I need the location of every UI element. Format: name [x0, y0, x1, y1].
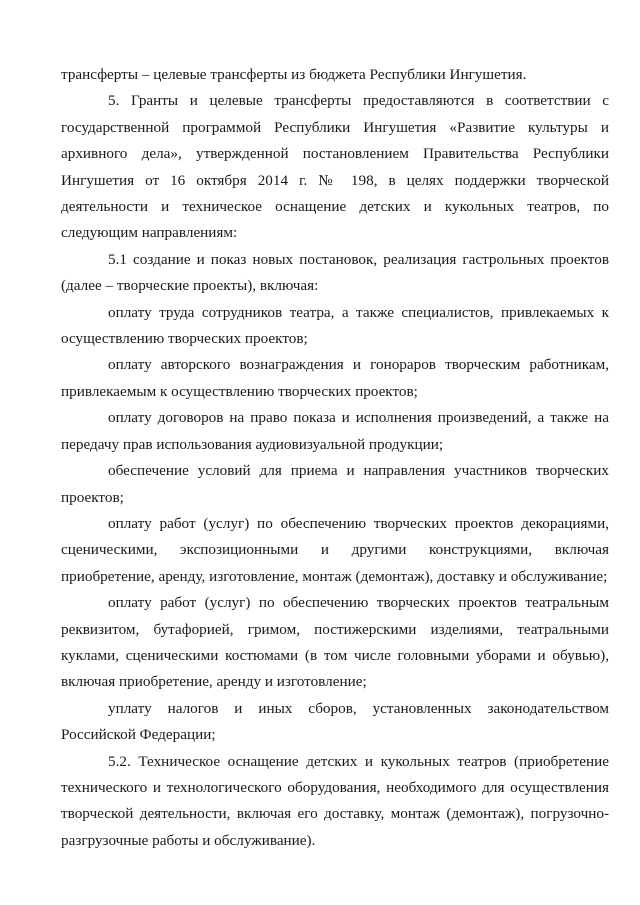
- paragraph-participant-conditions: обеспечение условий для приема и направления участников творческих проектов;: [61, 462, 609, 506]
- paragraph-props-costumes: оплату работ (услуг) по обеспечению творческих проектов театральным реквизитом, бутафорией, гримом, постижерскими изделиями, театральными куклами, сценическими костюмами (в том числе головными уборами и обувью), включая приобретение, аренду и изготовление;: [61, 594, 609, 691]
- paragraph-rights-contracts: оплату договоров на право показа и исполнения произведений, а также на передачу прав использования аудиовизуальной продукции;: [61, 409, 609, 453]
- document-body: [61, 62, 609, 854]
- paragraph-item-5: 5. Гранты и целевые трансферты предоставляются в соответствии с государственной программой Республики Ингушетия «Развитие культуры и архивного дела», утвержденной постановлением Правительства Республики Ингушетия от 16 октября 2014 г. № 198, в целях поддержки творческой деятельности и техническое оснащение детских и кукольных театров, по следующим направлениям:: [61, 92, 609, 242]
- paragraph-item-5-1: 5.1 создание и показ новых постановок, реализация гастрольных проектов (далее – творческие проекты), включая:: [61, 250, 609, 295]
- paragraph-taxes: уплату налогов и иных сборов, установленных законодательством Российской Федерации;: [61, 699, 609, 744]
- paragraph-author-fees: оплату авторского вознаграждения и гонораров творческим работникам, привлекаемым к осуществлению творческих проектов;: [61, 356, 609, 400]
- paragraph-staff-payment: оплату труда сотрудников театра, а также специалистов, привлекаемых к осуществлению творческих проектов;: [61, 303, 609, 348]
- paragraph-transfers-definition: трансферты – целевые трансферты из бюджета Республики Ингушетия.: [61, 66, 527, 83]
- paragraph-item-5-2: 5.2. Техническое оснащение детских и кукольных театров (приобретение технического и технологического оборудования, необходимого для осуществления творческой деятельности, включая его доставку, монтаж (демонтаж), погрузочно-разгрузочные работы и обслуживание).: [61, 752, 609, 849]
- paragraph-scenery-works: оплату работ (услуг) по обеспечению творческих проектов декорациями, сценическими, экспозиционными и другими конструкциями, включая приобретение, аренду, изготовление, монтаж (демонтаж), доставку и обслуживание;: [61, 514, 609, 585]
